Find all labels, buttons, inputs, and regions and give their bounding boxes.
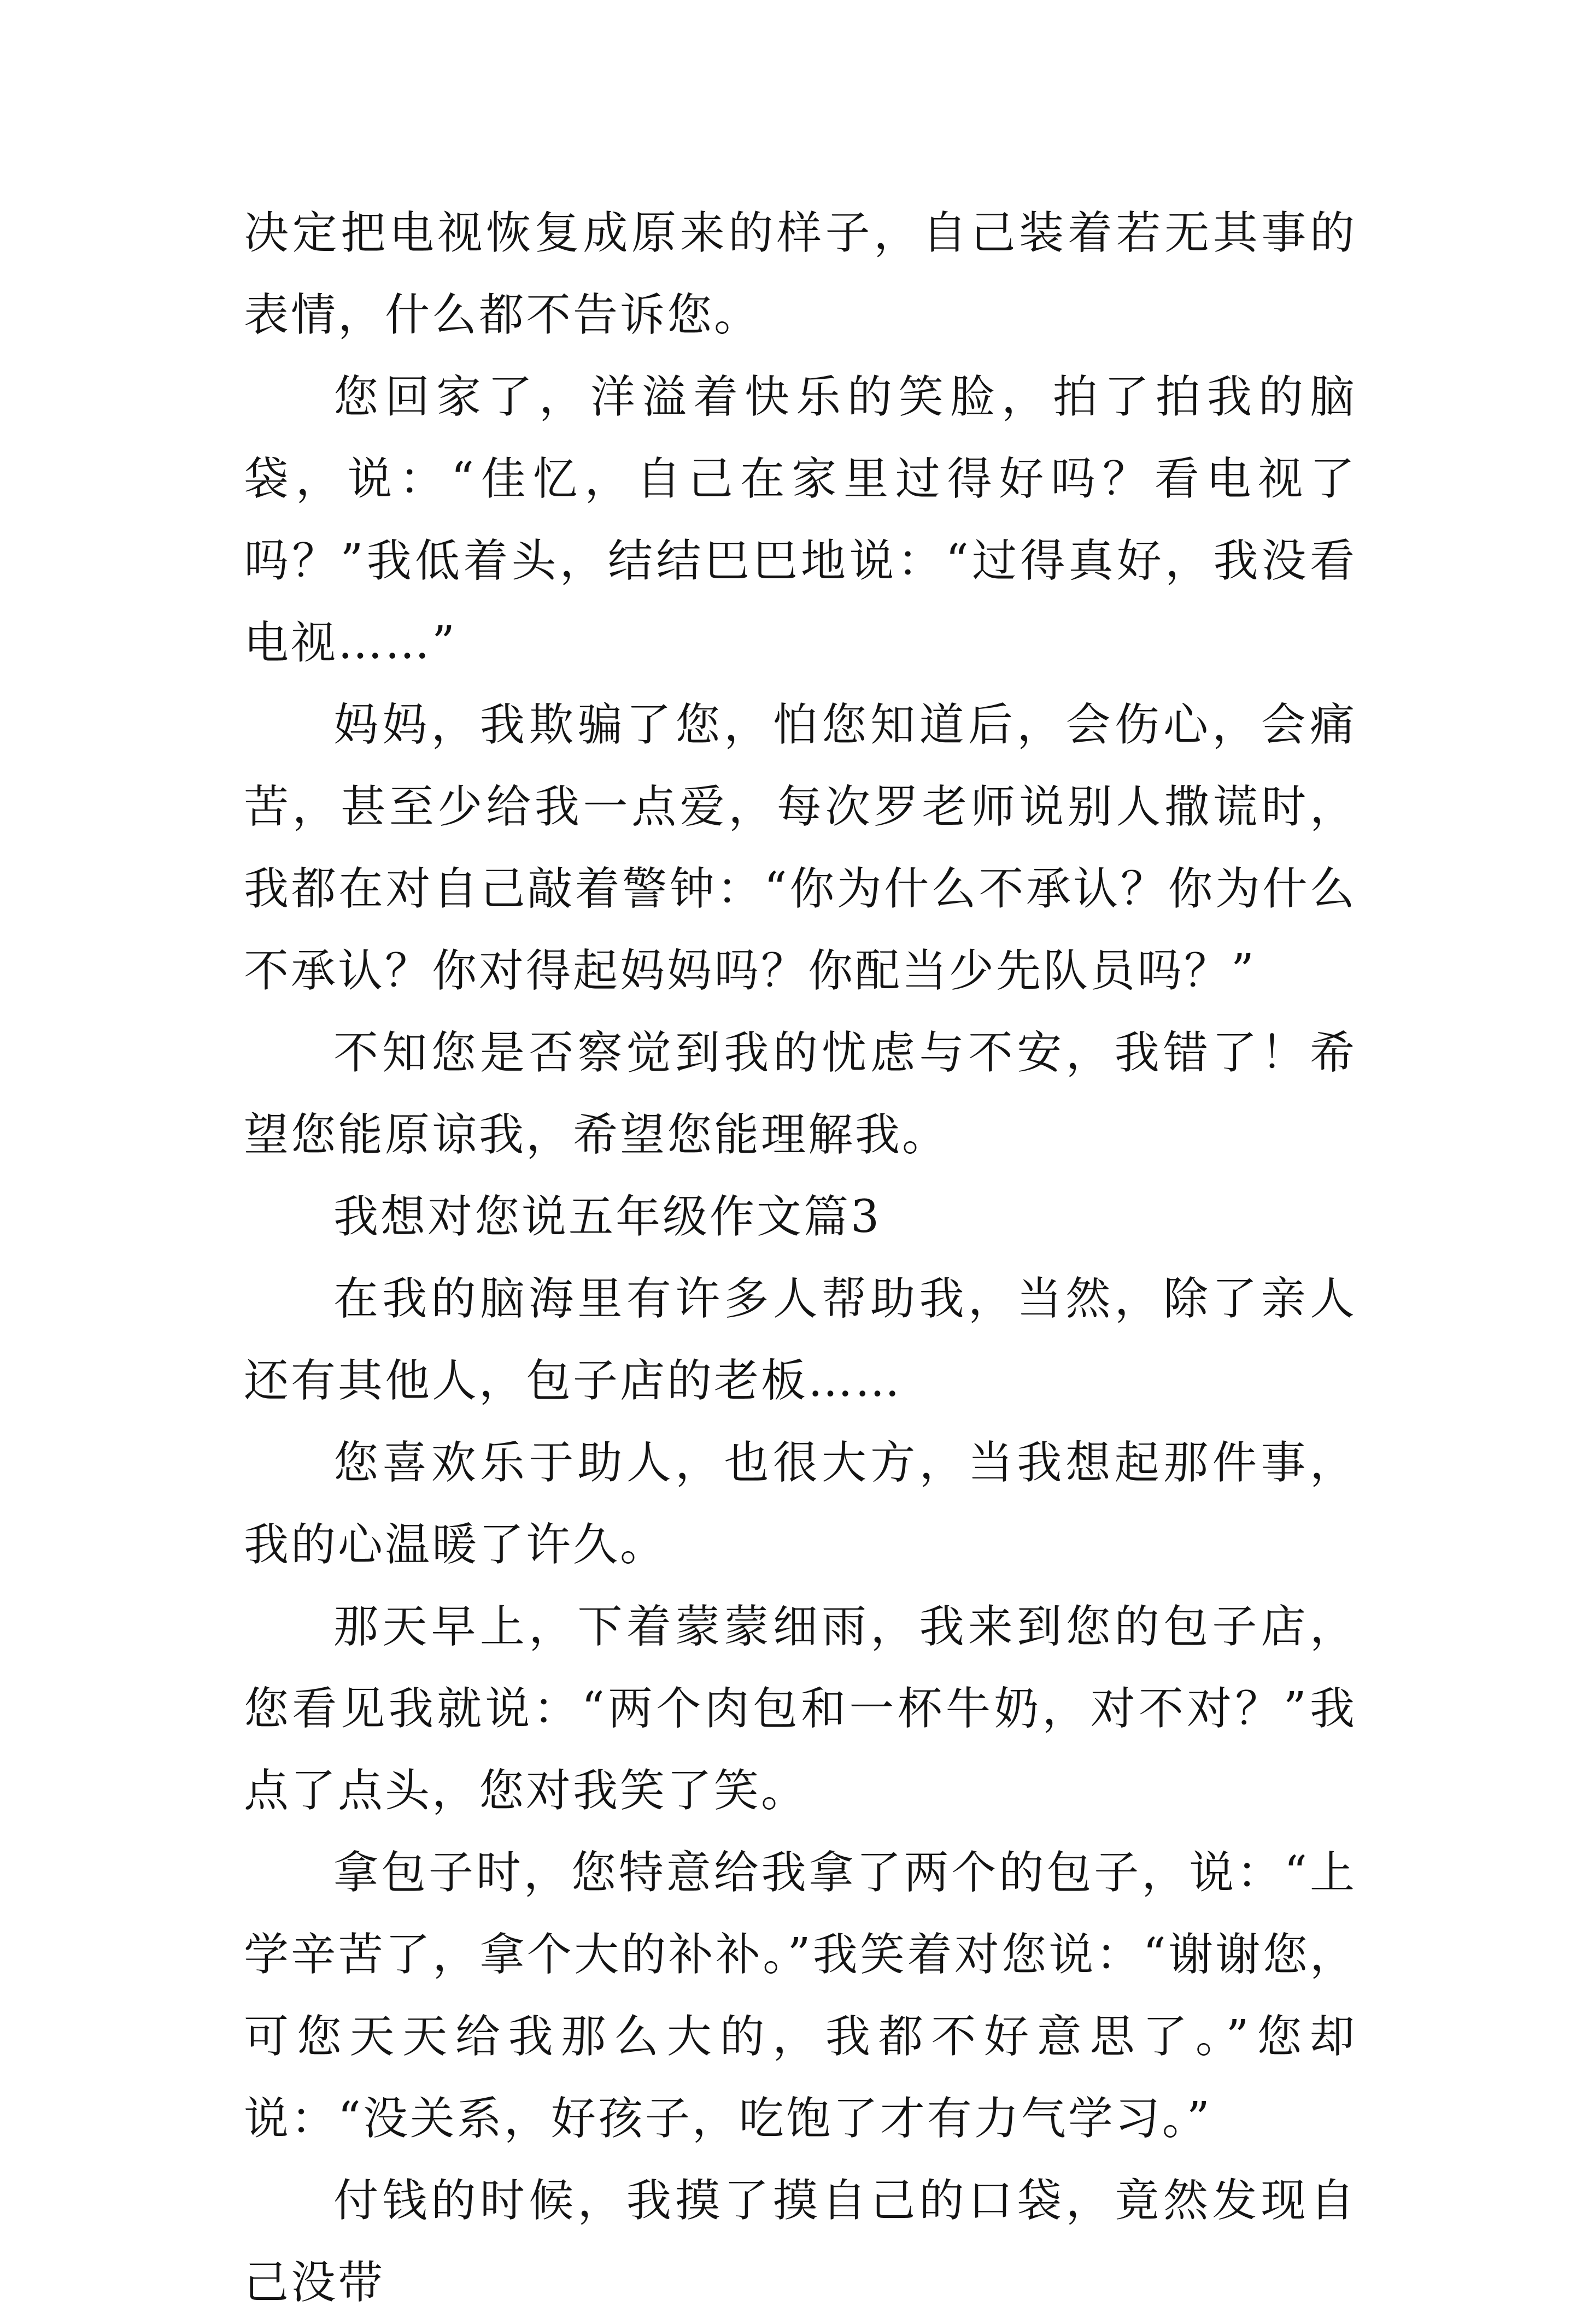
paragraph: 那天早上，下着蒙蒙细雨，我来到您的包子店，您看见我就说：“两个肉包和一杯牛奶，对不对？”我点了点头，您对我笑了笑。 xyxy=(244,1601,1357,1817)
paragraph: 不知您是否察觉到我的忧虑与不安，我错了！希望您能原谅我，希望您能理解我。 xyxy=(244,1027,1357,1161)
document-body xyxy=(244,192,1357,2324)
paragraph: 付钱的时候，我摸了摸自己的口袋，竟然发现自己没带 xyxy=(244,2175,1357,2309)
paragraph: 您喜欢乐于助人，也很大方，当我想起那件事，我的心温暖了许久。 xyxy=(244,1437,1357,1571)
paragraph-continued: 决定把电视恢复成原来的样子，自己装着若无其事的表情，什么都不告诉您。 xyxy=(244,207,1357,341)
paragraph: 在我的脑海里有许多人帮助我，当然，除了亲人还有其他人，包子店的老板…… xyxy=(244,1273,1357,1407)
paragraph: 拿包子时，您特意给我拿了两个的包子，说：“上学辛苦了，拿个大的补补。”我笑着对您说：“谢谢您，可您天天给我那么大的，我都不好意思了。”您却说：“没关系，好孩子，吃饱了才有力气学习。” xyxy=(244,1847,1357,2145)
section-heading: 我想对您说五年级作文篇3 xyxy=(333,1191,882,1243)
paragraph: 您回家了，洋溢着快乐的笑脸，拍了拍我的脑袋，说：“佳忆，自己在家里过得好吗？看电视了吗？”我低着头，结结巴巴地说：“过得真好，我没看电视……” xyxy=(244,371,1357,669)
paragraph: 妈妈，我欺骗了您，怕您知道后，会伤心，会痛苦，甚至少给我一点爱，每次罗老师说别人撒谎时，我都在对自己敲着警钟：“你为什么不承认？你为什么不承认？你对得起妈妈吗？你配当少先队员吗？” xyxy=(244,699,1357,997)
